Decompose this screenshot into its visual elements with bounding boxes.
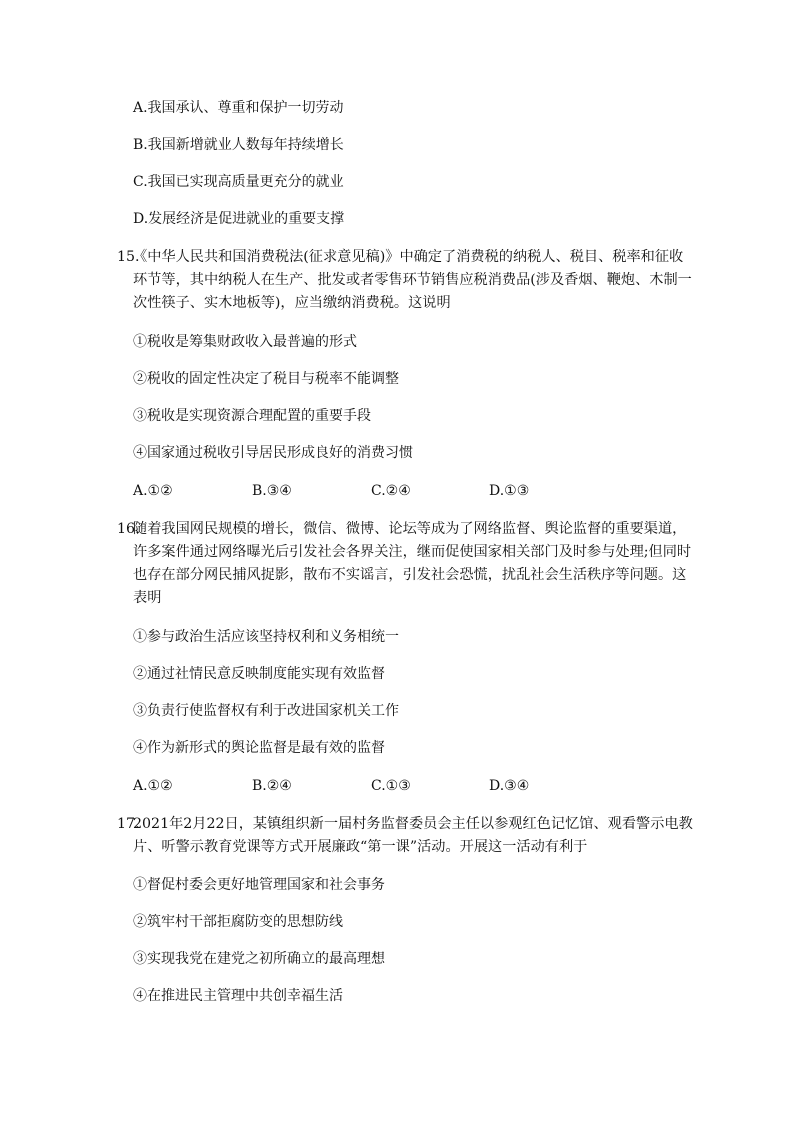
q15-choice-c: C.②④ — [371, 483, 411, 499]
q17-statement-2: ②筑牢村干部拒腐防变的思想防线 — [133, 914, 343, 930]
q15-choice-a: A.①② — [133, 483, 173, 499]
q17-statement-3: ③实现我党在建党之初所确立的最高理想 — [133, 951, 385, 967]
q16-statement-4: ④作为新形式的舆论监督是最有效的监督 — [133, 740, 385, 756]
q14-option-d: D.发展经济是促进就业的重要支撑 — [133, 211, 345, 227]
q16-stem-text: 随着我国网民规模的增长，微信、微博、论坛等成为了网络监督、舆论监督的重要渠道，许多案件通过网络曝光后引发社会各界关注，继而促使国家相关部门及时参与处理;但同时也存在部分网民捕风捉影，散布不实谣言，引发社会恐慌，扰乱社会生活秩序等问题。这表明 — [133, 521, 692, 606]
q16-statement-2: ②通过社情民意反映制度能实现有效监督 — [133, 666, 385, 682]
q16-choice-d: D.③④ — [489, 778, 530, 794]
q15-statement-1: ①税收是筹集财政收入最普遍的形式 — [133, 334, 357, 350]
q17-number: 17. — [117, 816, 140, 832]
q16-choice-b: B.②④ — [252, 778, 292, 794]
q15-choice-d: D.①③ — [489, 483, 530, 499]
q17-stem-text: 2021年2月22日，某镇组织新一届村务监督委员会主任以参观红色记忆馆、观看警示电教片、听警示教育党课等方式开展廉政“第一课”活动。开展这一活动有利于 — [133, 816, 693, 855]
q15-statement-3: ③税收是实现资源合理配置的重要手段 — [133, 408, 371, 424]
q15-stem — [117, 246, 693, 315]
q15-statement-2: ②税收的固定性决定了税目与税率不能调整 — [133, 371, 399, 387]
q17-statement-4: ④在推进民主管理中共创幸福生活 — [133, 988, 343, 1004]
q16-statement-3: ③负责行使监督权有利于改进国家机关工作 — [133, 703, 399, 719]
q16-choice-a: A.①② — [133, 778, 173, 794]
q16-stem — [117, 518, 693, 610]
q15-statement-4: ④国家通过税收引导居民形成良好的消费习惯 — [133, 445, 413, 461]
q16-statement-1: ①参与政治生活应该坚持权利和义务相统一 — [133, 629, 399, 645]
q16-number: 16. — [117, 521, 140, 537]
q15-number: 15. — [117, 249, 140, 265]
q15-choice-b: B.③④ — [252, 483, 292, 499]
q17-stem — [117, 813, 693, 859]
q16-choice-c: C.①③ — [371, 778, 411, 794]
q17-statement-1: ①督促村委会更好地管理国家和社会事务 — [133, 877, 385, 893]
q14-option-a: A.我国承认、尊重和保护一切劳动 — [133, 100, 344, 116]
q14-option-c: C.我国已实现高质量更充分的就业 — [133, 174, 344, 190]
q15-stem-text: 《中华人民共和国消费税法(征求意见稿)》中确定了消费税的纳税人、税目、税率和征收环节等，其中纳税人在生产、批发或者零售环节销售应税消费品(涉及香烟、鞭炮、木制一次性筷子、实木地板等)，应当缴纳消费税。这说明 — [133, 249, 692, 311]
q14-option-b: B.我国新增就业人数每年持续增长 — [133, 137, 344, 153]
